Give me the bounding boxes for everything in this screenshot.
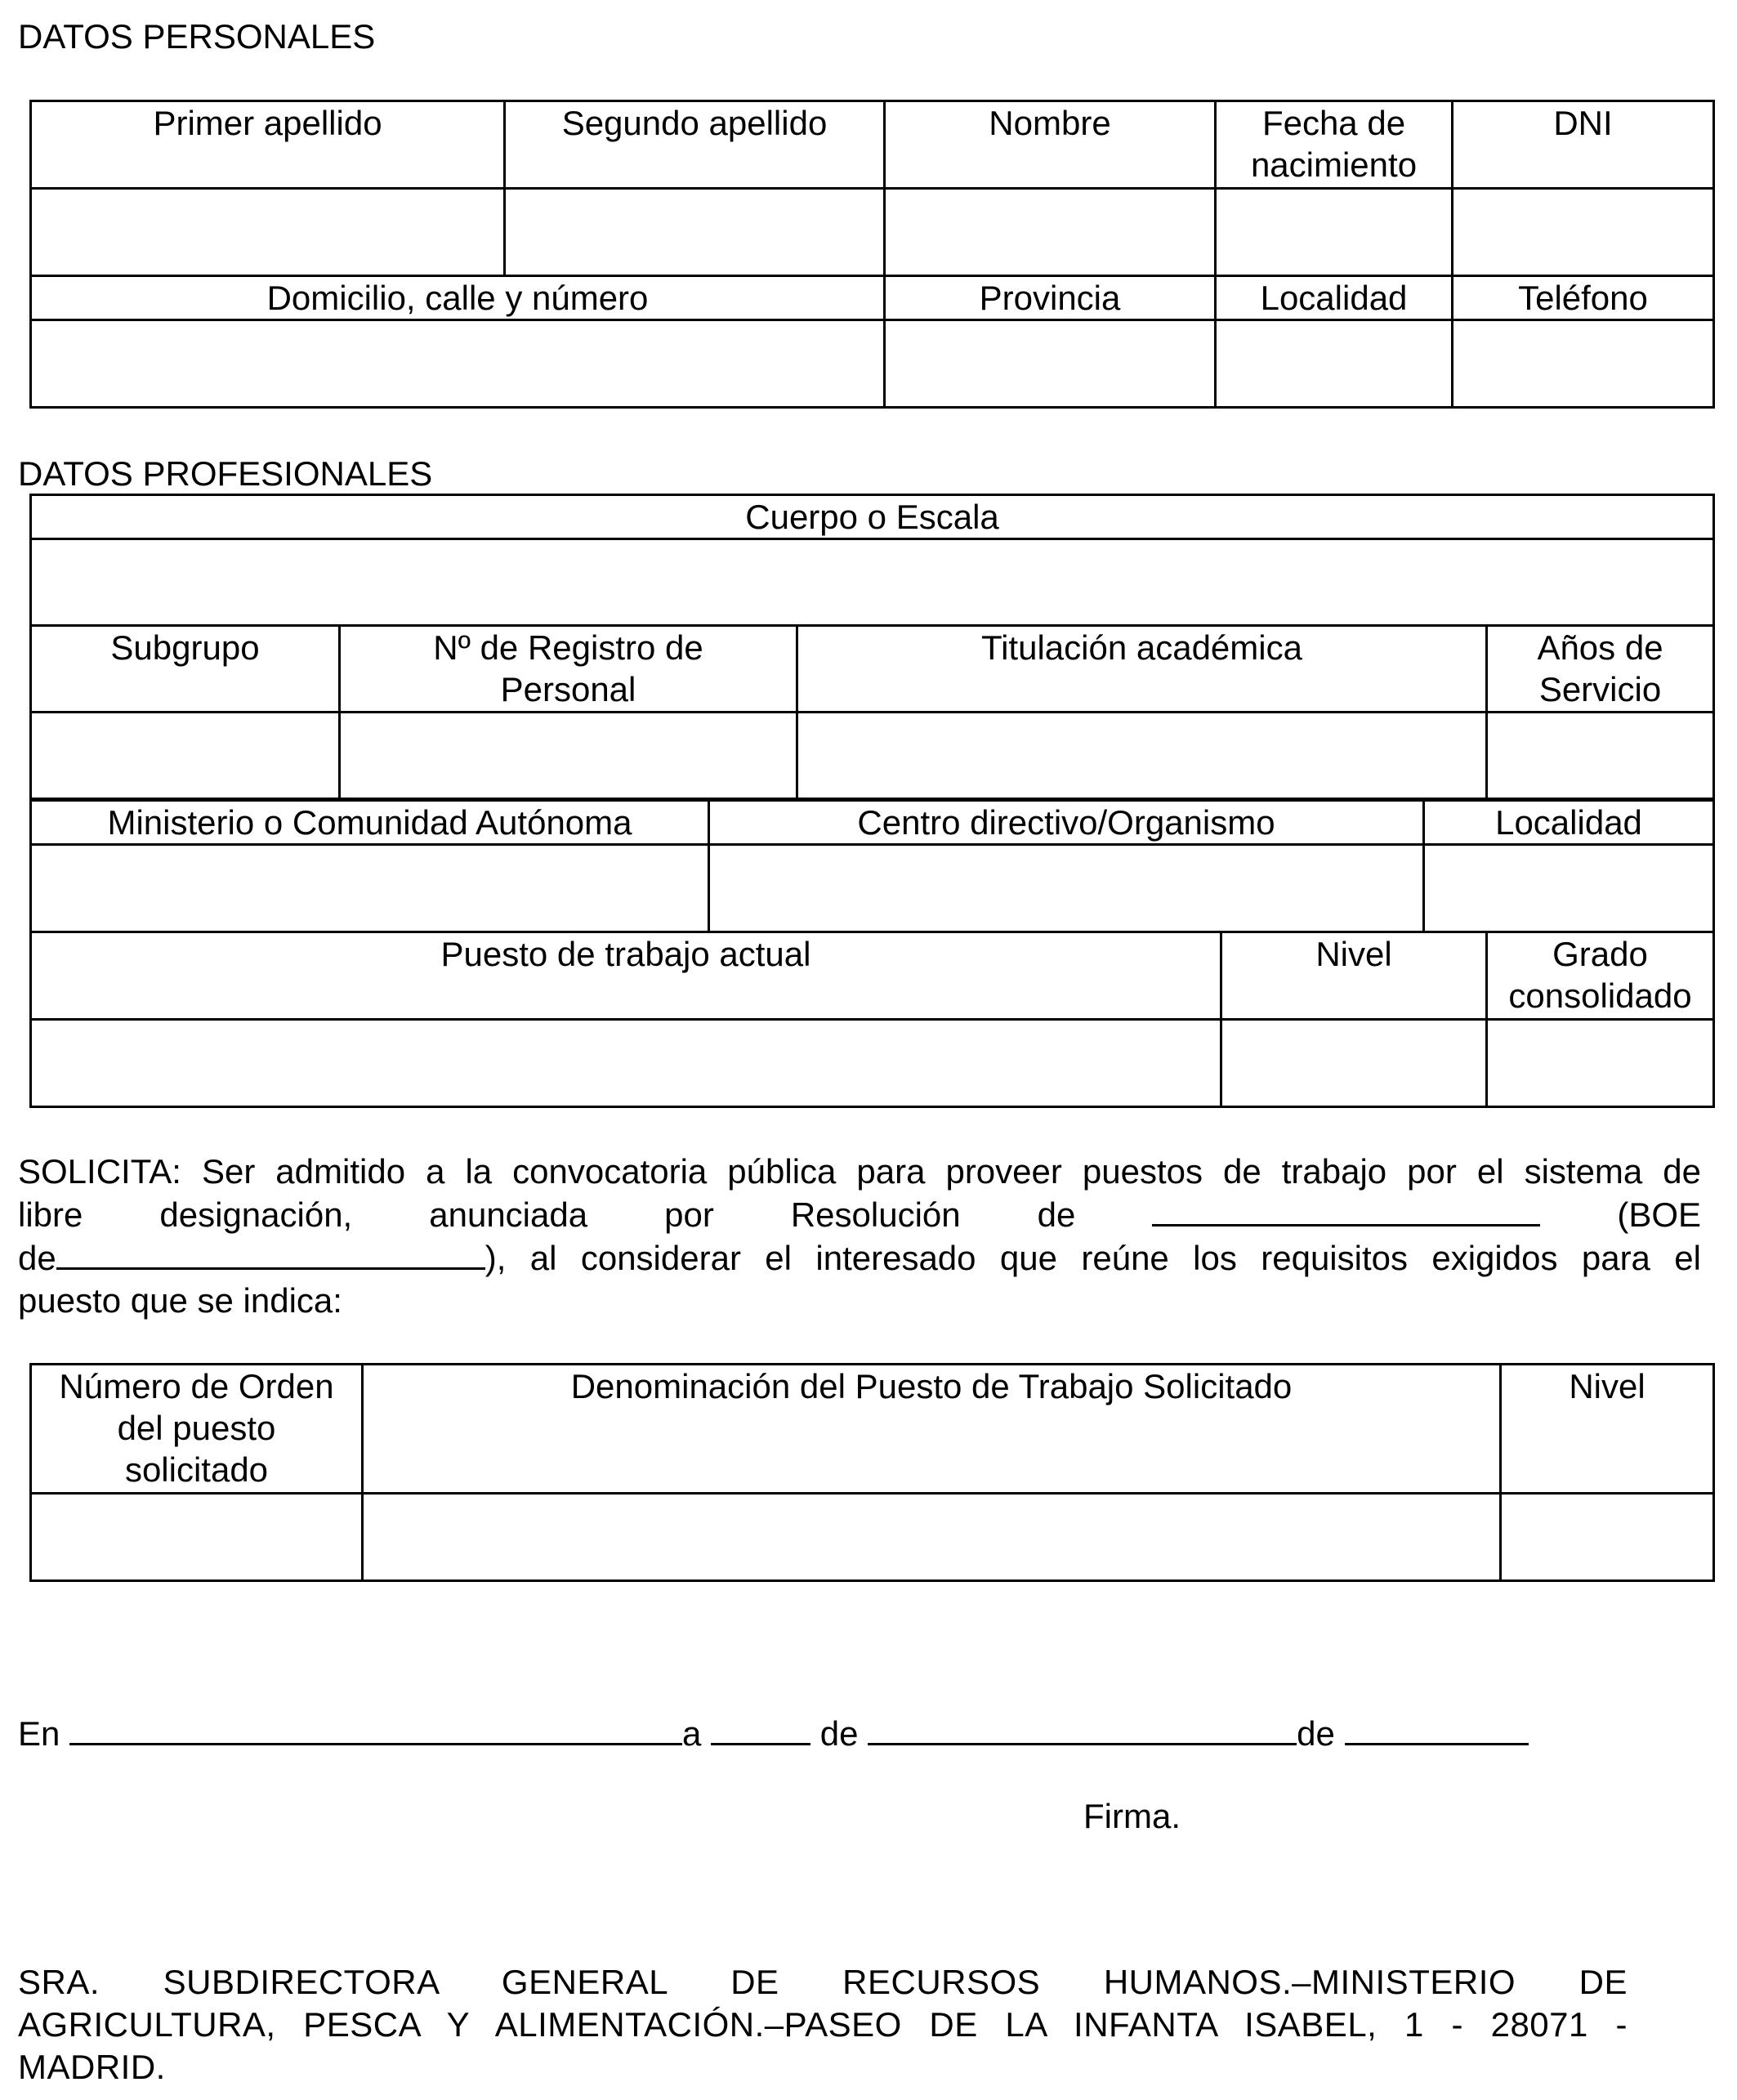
request-line-2: libre designación, anunciada por Resolución de (BOE: [18, 1193, 1701, 1236]
header-nivel: Nivel: [1221, 932, 1487, 1020]
header-fecha-nacimiento: Fecha de nacimiento: [1216, 101, 1453, 189]
blank-place[interactable]: [69, 1712, 682, 1745]
blank-day[interactable]: [711, 1712, 810, 1745]
field-nivel[interactable]: [1221, 1020, 1487, 1107]
field-titulacion[interactable]: [797, 713, 1487, 799]
field-centro-directivo[interactable]: [709, 845, 1424, 932]
header-denominacion: Denominación del Puesto de Trabajo Solicitado: [363, 1365, 1501, 1494]
field-telefono[interactable]: [1453, 320, 1714, 408]
header-ministerio: Ministerio o Comunidad Autónoma: [31, 801, 709, 845]
header-domicilio: Domicilio, calle y número: [31, 276, 885, 320]
field-numero-orden[interactable]: [31, 1494, 363, 1581]
header-primer-apellido: Primer apellido: [31, 101, 505, 189]
header-nivel-solicitado: Nivel: [1501, 1365, 1714, 1494]
field-primer-apellido[interactable]: [31, 189, 505, 276]
field-localidad-profesional[interactable]: [1424, 845, 1714, 932]
header-localidad: Localidad: [1216, 276, 1453, 320]
signature-label: Firma.: [1083, 1797, 1181, 1835]
section-title-personal: DATOS PERSONALES: [18, 17, 376, 56]
field-ministerio[interactable]: [31, 845, 709, 932]
header-centro-directivo: Centro directivo/Organismo: [709, 801, 1424, 845]
header-titulacion: Titulación académica: [797, 626, 1487, 713]
professional-data-table: [29, 494, 1715, 800]
header-nombre: Nombre: [885, 101, 1216, 189]
footer-address: [18, 1961, 1628, 2089]
field-puesto-actual[interactable]: [31, 1020, 1221, 1107]
field-localidad[interactable]: [1216, 320, 1453, 408]
field-grado-consolidado[interactable]: [1487, 1020, 1714, 1107]
field-provincia[interactable]: [885, 320, 1216, 408]
field-domicilio[interactable]: [31, 320, 885, 408]
blank-year[interactable]: [1345, 1712, 1529, 1745]
header-segundo-apellido: Segundo apellido: [505, 101, 885, 189]
field-registro-personal[interactable]: [340, 713, 797, 799]
footer-line-2: AGRICULTURA, PESCA Y ALIMENTACIÓN.–PASEO DE LA INFANTA ISABEL, 1 - 28071 -: [18, 2005, 1628, 2044]
field-anos-servicio[interactable]: [1487, 713, 1714, 799]
header-registro-personal: Nº de Registro de Personal: [340, 626, 797, 713]
section-title-professional: DATOS PROFESIONALES: [18, 454, 433, 493]
header-subgrupo: Subgrupo: [31, 626, 340, 713]
personal-data-table: [29, 100, 1715, 409]
field-segundo-apellido[interactable]: [505, 189, 885, 276]
field-dni[interactable]: [1453, 189, 1714, 276]
header-localidad-profesional: Localidad: [1424, 801, 1714, 845]
field-fecha-nacimiento[interactable]: [1216, 189, 1453, 276]
header-puesto-actual: Puesto de trabajo actual: [31, 932, 1221, 1020]
field-cuerpo-escala[interactable]: [31, 539, 1714, 626]
header-numero-orden: Número de Orden del puesto solicitado: [31, 1365, 363, 1494]
blank-month[interactable]: [868, 1712, 1297, 1745]
header-provincia: Provincia: [885, 276, 1216, 320]
requested-post-table: [29, 1363, 1715, 1582]
field-subgrupo[interactable]: [31, 713, 340, 799]
field-denominacion[interactable]: [363, 1494, 1501, 1581]
blank-boe[interactable]: [56, 1236, 485, 1270]
request-line-4: puesto que se indica:: [18, 1281, 342, 1320]
request-paragraph: [18, 1151, 1701, 1322]
current-post-table: [29, 931, 1715, 1108]
field-nivel-solicitado[interactable]: [1501, 1494, 1714, 1581]
field-nombre[interactable]: [885, 189, 1216, 276]
header-telefono: Teléfono: [1453, 276, 1714, 320]
professional-location-table: [29, 799, 1715, 933]
request-line-1: SOLICITA: Ser admitido a la convocatoria pública para proveer puestos de trabajo por el sistema de: [18, 1152, 1701, 1191]
blank-resolucion[interactable]: [1152, 1193, 1540, 1226]
header-grado-consolidado: Grado consolidado: [1487, 932, 1714, 1020]
header-dni: DNI: [1453, 101, 1714, 189]
footer-line-1: SRA. SUBDIRECTORA GENERAL DE RECURSOS HUMANOS.–MINISTERIO DE: [18, 1963, 1628, 2001]
header-anos-servicio: Años de Servicio: [1487, 626, 1714, 713]
header-cuerpo-escala: Cuerpo o Escala: [31, 495, 1714, 539]
date-line: En a de de: [18, 1712, 1529, 1755]
request-line-3: de ), al considerar el interesado que reúne los requisitos exigidos para el: [18, 1236, 1701, 1280]
footer-line-3: MADRID.: [18, 2048, 166, 2086]
